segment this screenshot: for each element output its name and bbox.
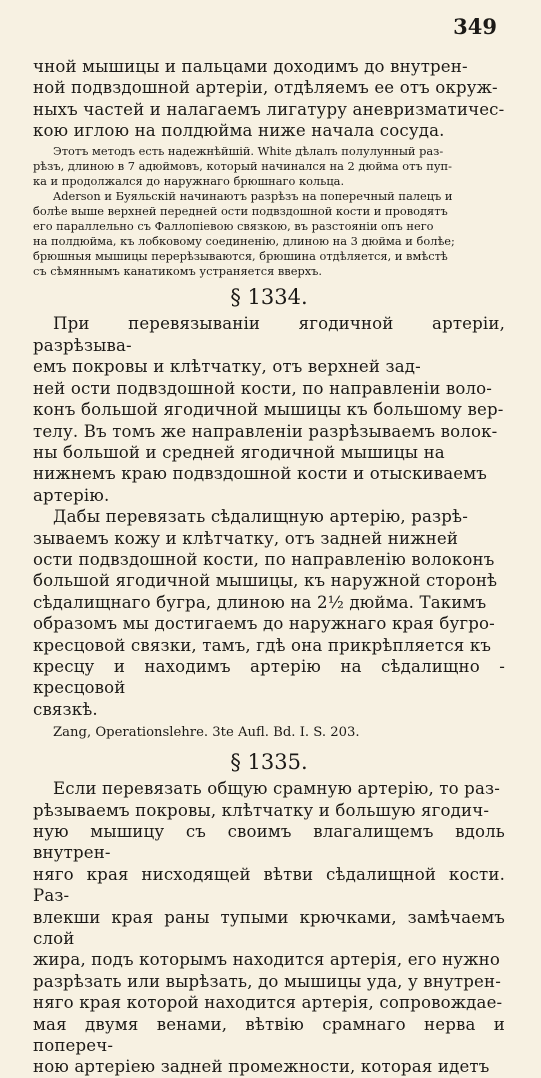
text-line: сѣдалищнаго бугра, длиною на 2½ дюйма. Такимъ — [33, 592, 487, 612]
text-line: Если перевязать общую срамную артерію, то раз- — [53, 779, 500, 799]
footnote-white — [33, 144, 505, 189]
text-line: емъ покровы и клѣтчатку, отъ верхней зад- — [33, 357, 421, 377]
paragraph-sciatic-artery — [33, 506, 505, 720]
note-line: Aderson и Буяльскій начинаютъ разрѣзъ на поперечный палецъ и — [53, 188, 453, 203]
page-number: 349 — [453, 14, 497, 39]
note-line: брюшныя мышицы перерѣзываются, брюшина отдѣляется, и вмѣстѣ — [33, 249, 448, 264]
footnote-aderson — [33, 189, 505, 280]
text-line: ныхъ частей и налагаемъ лигатуру аневризматичес- — [33, 99, 505, 119]
text-line: большой ягодичной мышицы, къ наружной сторонѣ — [33, 571, 498, 591]
text-line: кресцовой связки, тамъ, гдѣ она прикрѣпляется къ — [33, 635, 492, 655]
note-line: болѣе выше верхней передней ости подвздошной кости и проводятъ — [33, 204, 448, 218]
text-line: телу. Въ томъ же направленіи разрѣзываемъ волок- — [33, 421, 498, 441]
text-line: рѣзываемъ покровы, клѣтчатку и большую ягодич- — [33, 800, 490, 820]
paragraph-continuation — [33, 56, 505, 142]
paragraph-gluteal-artery — [33, 313, 505, 506]
text-line: чной мышицы и пальцами доходимъ до внутрен- — [33, 57, 468, 76]
note-line: на полдюйма, къ лобковому соединенію, длиною на 3 дюйма и болѣе; — [33, 234, 455, 249]
text-line: связкѣ. — [33, 699, 98, 719]
note-line: Этотъ методъ есть надежнѣйшій. White дѣлалъ полулунный раз- — [53, 143, 444, 158]
text-line: нижнемъ краю подвздошной кости и отыскиваемъ — [33, 464, 488, 484]
paragraph-pudendal-artery — [33, 778, 505, 1078]
note-line: его параллельно съ Фаллопіевою связкою, въ разстояніи опъ него — [33, 219, 434, 234]
note-line: рѣзъ, длиною в 7 адюймовъ, который начинался на 2 дюйма отъ пуп- — [33, 158, 452, 173]
text-line: образомъ мы достигаемъ до наружнаго края бугро- — [33, 614, 495, 634]
bibliographic-reference: Zang, Operationslehre. 3te Aufl. Bd. I. S. 203. — [53, 725, 360, 741]
text-line: конъ большой ягодичной мышицы къ большому вер- — [33, 400, 504, 420]
text-line: ны большой и средней ягодичной мышицы на — [33, 442, 445, 462]
text-line: кресцу и находимъ артерію на сѣдалищно - кресцовой — [33, 656, 505, 698]
text-line: няго края нисходящей вѣтви сѣдалищной кости. Раз- — [33, 864, 505, 906]
text-line: ную мышицу съ своимъ влагалищемъ вдоль внутрен- — [33, 822, 505, 863]
text-line: зываемъ кожу и клѣтчатку, отъ задней нижней — [33, 528, 459, 548]
text-line: ной подвздошной артеріи, отдѣляемъ ее отъ окруж- — [33, 78, 498, 98]
text-line: кою иглою на полдюйма ниже начала сосуда. — [33, 121, 445, 141]
text-line: Дабы перевязать сѣдалищную артерію, разрѣ- — [53, 507, 468, 527]
text-line: мая двумя венами, вѣтвію срамнаго нерва и попереч- — [33, 1014, 505, 1056]
text-line: жира, подъ которымъ находится артерія, его нужно — [33, 950, 500, 970]
section-heading-1335: § 1335. — [230, 750, 308, 775]
note-line: съ сѣмяннымъ канатикомъ устраняется вверхъ. — [33, 264, 323, 279]
text-line: ости подвздошной кости, по направленію волоконъ — [33, 549, 495, 569]
text-line: разрѣзать или вырѣзать, до мышицы уда, у внутрен- — [33, 971, 501, 991]
note-line: ка и продолжался до наружнаго брюшнаго кольца. — [33, 173, 345, 188]
text-line: няго края которой находится артерія, сопровождае- — [33, 993, 503, 1013]
text-line: ною артеріею задней промежности, которая идетъ — [33, 1057, 490, 1077]
text-line: артерію. — [33, 485, 110, 505]
text-line: При перевязываніи ягодичной артеріи, разрѣзыва- — [33, 314, 505, 355]
text-line: ней ости подвздошной кости, по направленіи воло- — [33, 378, 493, 398]
text-line: влекши края раны тупыми крючками, замѣчаемъ слой — [33, 907, 505, 949]
section-heading-1334: § 1334. — [230, 285, 308, 310]
